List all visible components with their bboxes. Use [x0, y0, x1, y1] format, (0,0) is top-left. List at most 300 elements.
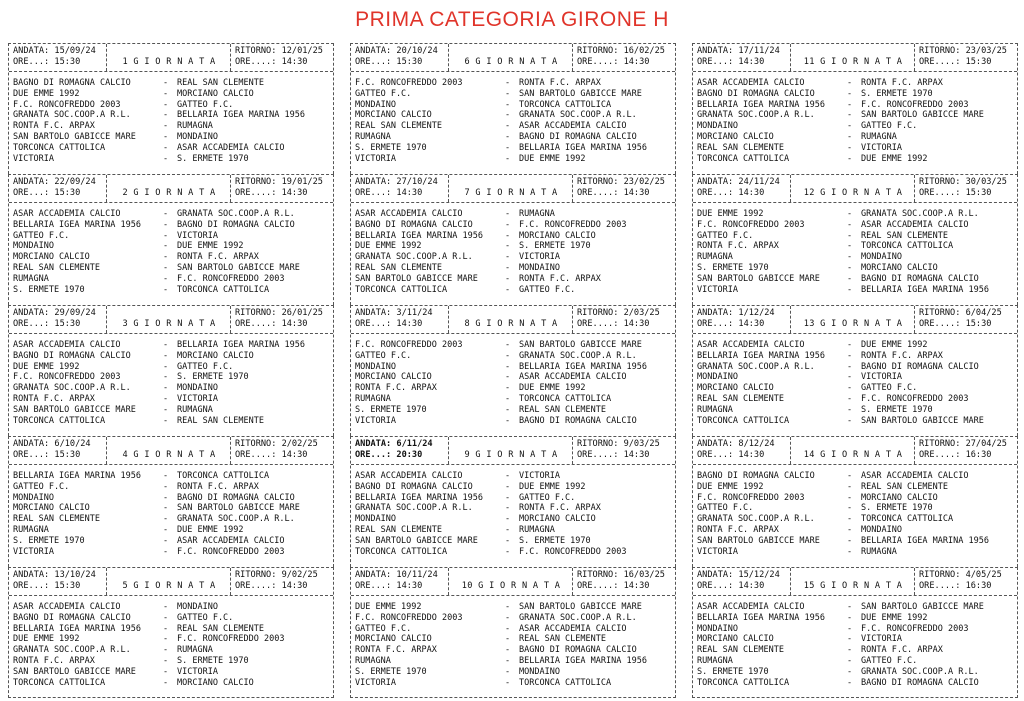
match-separator: - [847, 514, 853, 525]
andata-date: ANDATA: 29/09/24 [13, 308, 96, 318]
match-separator: - [505, 131, 511, 142]
match-row [13, 645, 329, 656]
home-team: REAL SAN CLEMENTE [13, 262, 100, 273]
match-row [13, 372, 329, 383]
home-team: BAGNO DI ROMAGNA CALCIO [13, 78, 131, 88]
match-separator: - [847, 471, 853, 481]
giornata-block [8, 305, 334, 436]
header-divider [106, 568, 107, 595]
header-divider [914, 306, 915, 333]
match-row [355, 602, 671, 613]
away-team: RUMAGNA [861, 131, 897, 142]
away-team: MORCIANO CALCIO [177, 88, 254, 99]
away-team: BAGNO DI ROMAGNA CALCIO [177, 219, 295, 230]
away-team: F.C. RONCOFREDDO 2003 [519, 546, 627, 557]
away-team: S. ERMETE 1970 [861, 88, 933, 99]
away-team: VICTORIA [177, 393, 218, 404]
andata-time: ORE...: 14:30 [355, 319, 423, 329]
match-separator: - [847, 623, 853, 634]
home-team: RONTA F.C. ARPAX [13, 393, 95, 404]
header-divider [448, 175, 449, 202]
away-team: SAN BARTOLO GABICCE MARE [861, 602, 984, 612]
home-team: BELLARIA IGEA MARINA 1956 [13, 471, 141, 481]
match-row [697, 110, 1013, 121]
home-team: TORCONCA CATTOLICA [697, 415, 790, 426]
match-separator: - [505, 666, 511, 677]
away-team: TORCONCA CATTOLICA [519, 393, 612, 404]
match-separator: - [847, 481, 853, 492]
giornata-label: 2 G I O R N A T A [122, 188, 216, 198]
home-team: VICTORIA [697, 546, 738, 557]
away-team: RONTA F.C. ARPAX [177, 252, 259, 263]
away-team: RONTA F.C. ARPAX [519, 503, 601, 514]
match-separator: - [847, 121, 853, 132]
match-separator: - [163, 634, 169, 645]
giornata-block [8, 436, 334, 567]
match-separator: - [847, 361, 853, 372]
away-team: BELLARIA IGEA MARINA 1956 [519, 361, 647, 372]
giornata-header [351, 44, 675, 72]
away-team: ASAR ACCADEMIA CALCIO [861, 219, 969, 230]
match-list [697, 209, 1013, 295]
match-separator: - [505, 492, 511, 503]
home-team: GRANATA SOC.COOP.A R.L. [697, 110, 815, 121]
match-row [13, 220, 329, 231]
ritorno-time: ORE....: 15:30 [919, 57, 992, 67]
away-team: DUE EMME 1992 [519, 383, 586, 394]
home-team: S. ERMETE 1970 [697, 262, 769, 273]
home-team: ASAR ACCADEMIA CALCIO [355, 209, 463, 219]
match-row [355, 132, 671, 143]
away-team: TORCONCA CATTOLICA [519, 677, 612, 688]
match-list [13, 340, 329, 426]
home-team: S. ERMETE 1970 [13, 535, 85, 546]
away-team: GATTEO F.C. [177, 612, 234, 623]
away-team: MORCIANO CALCIO [861, 492, 938, 503]
home-team: TORCONCA CATTOLICA [13, 142, 106, 153]
giornata-header [693, 568, 1017, 596]
match-row [355, 78, 671, 89]
home-team: MORCIANO CALCIO [355, 634, 432, 645]
match-separator: - [505, 623, 511, 634]
header-divider [230, 568, 231, 595]
giornata-label: 3 G I O R N A T A [122, 319, 216, 329]
away-team: BAGNO DI ROMAGNA CALCIO [861, 361, 979, 372]
match-row [697, 503, 1013, 514]
away-team: SAN BARTOLO GABICCE MARE [177, 503, 300, 514]
match-list [13, 602, 329, 688]
ritorno-time: ORE....: 14:30 [577, 57, 650, 67]
away-team: S. ERMETE 1970 [177, 655, 249, 666]
ritorno-time: ORE....: 14:30 [577, 450, 650, 460]
match-row [13, 503, 329, 514]
giornata-header [693, 44, 1017, 72]
andata-time: ORE...: 15:30 [13, 57, 81, 67]
match-row [13, 274, 329, 285]
home-team: ASAR ACCADEMIA CALCIO [13, 602, 121, 612]
header-divider [572, 437, 573, 464]
away-team: TORCONCA CATTOLICA [861, 514, 954, 525]
match-separator: - [163, 503, 169, 514]
ritorno-time: ORE....: 14:30 [577, 581, 650, 591]
match-row [697, 634, 1013, 645]
match-separator: - [163, 273, 169, 284]
match-separator: - [163, 88, 169, 99]
match-separator: - [163, 361, 169, 372]
home-team: ASAR ACCADEMIA CALCIO [697, 78, 805, 88]
away-team: S. ERMETE 1970 [519, 241, 591, 252]
match-separator: - [847, 645, 853, 656]
match-separator: - [505, 110, 511, 121]
away-team: MORCIANO CALCIO [519, 514, 596, 525]
match-row [697, 209, 1013, 220]
schedule-column [8, 43, 334, 698]
giornata-label: 7 G I O R N A T A [464, 188, 558, 198]
giornata-block [8, 567, 334, 698]
home-team: SAN BARTOLO GABICCE MARE [355, 535, 478, 546]
home-team: BAGNO DI ROMAGNA CALCIO [697, 88, 815, 99]
match-row [355, 121, 671, 132]
match-row [355, 394, 671, 405]
header-divider [914, 175, 915, 202]
away-team: BELLARIA IGEA MARINA 1956 [861, 284, 989, 295]
match-row [355, 536, 671, 547]
giornata-header [9, 306, 333, 334]
match-row [355, 100, 671, 111]
match-separator: - [505, 78, 511, 88]
giornata-block [8, 174, 334, 305]
ritorno-time: ORE....: 14:30 [235, 57, 308, 67]
home-team: VICTORIA [697, 284, 738, 295]
home-team: SAN BARTOLO GABICCE MARE [13, 404, 136, 415]
giornata-label: 5 G I O R N A T A [122, 581, 216, 591]
header-divider [572, 44, 573, 71]
page-title: PRIMA CATEGORIA GIRONE H [355, 8, 669, 31]
home-team: REAL SAN CLEMENTE [697, 645, 784, 656]
home-team: F.C. RONCOFREDDO 2003 [697, 219, 805, 230]
match-row [697, 667, 1013, 678]
home-team: F.C. RONCOFREDDO 2003 [13, 99, 121, 110]
giornata-header [351, 175, 675, 203]
giornata-label: 11 G I O R N A T A [803, 57, 903, 67]
match-separator: - [505, 481, 511, 492]
match-separator: - [505, 634, 511, 645]
home-team: GRANATA SOC.COOP.A R.L. [355, 503, 473, 514]
ritorno-date: RITORNO: 9/02/25 [235, 570, 318, 580]
away-team: ASAR ACCADEMIA CALCIO [861, 471, 969, 481]
match-row [697, 645, 1013, 656]
match-row [697, 394, 1013, 405]
andata-date: ANDATA: 6/10/24 [13, 439, 91, 449]
home-team: MORCIANO CALCIO [13, 503, 90, 514]
match-separator: - [847, 273, 853, 284]
giornata-block [692, 43, 1018, 174]
giornata-block [350, 174, 676, 305]
away-team: BELLARIA IGEA MARINA 1956 [519, 655, 647, 666]
away-team: REAL SAN CLEMENTE [519, 404, 606, 415]
away-team: ASAR ACCADEMIA CALCIO [177, 142, 285, 153]
home-team: S. ERMETE 1970 [13, 284, 85, 295]
match-separator: - [505, 546, 511, 557]
match-row [697, 547, 1013, 558]
match-separator: - [505, 471, 511, 481]
away-team: RUMAGNA [861, 546, 897, 557]
home-team: MORCIANO CALCIO [697, 634, 774, 645]
ritorno-time: ORE....: 14:30 [235, 450, 308, 460]
away-team: VICTORIA [861, 634, 902, 645]
andata-date: ANDATA: 8/12/24 [697, 439, 775, 449]
match-row [355, 667, 671, 678]
home-team: MONDAINO [13, 492, 54, 503]
home-team: GRANATA SOC.COOP.A R.L. [13, 645, 131, 656]
match-separator: - [163, 340, 169, 350]
match-row [355, 645, 671, 656]
away-team: MORCIANO CALCIO [519, 230, 596, 241]
match-separator: - [847, 78, 853, 88]
away-team: VICTORIA [519, 252, 560, 263]
match-row [355, 482, 671, 493]
andata-date: ANDATA: 22/09/24 [13, 177, 96, 187]
match-row [13, 362, 329, 373]
home-team: MORCIANO CALCIO [355, 110, 432, 121]
match-separator: - [505, 121, 511, 132]
match-row [697, 536, 1013, 547]
away-team: MORCIANO CALCIO [177, 350, 254, 361]
match-list [697, 602, 1013, 688]
match-separator: - [163, 219, 169, 230]
away-team: F.C. RONCOFREDDO 2003 [519, 219, 627, 230]
match-separator: - [847, 503, 853, 514]
away-team: GRANATA SOC.COOP.A R.L. [177, 514, 295, 525]
match-separator: - [847, 350, 853, 361]
giornata-header [9, 44, 333, 72]
match-row [697, 154, 1013, 165]
match-separator: - [163, 492, 169, 503]
away-team: S. ERMETE 1970 [861, 503, 933, 514]
match-separator: - [505, 415, 511, 426]
match-separator: - [847, 535, 853, 546]
andata-time: ORE...: 15:30 [13, 581, 81, 591]
home-team: MORCIANO CALCIO [355, 372, 432, 383]
match-row [355, 547, 671, 558]
away-team: MONDAINO [177, 131, 218, 142]
header-divider [106, 306, 107, 333]
giornata-label: 6 G I O R N A T A [464, 57, 558, 67]
match-row [355, 220, 671, 231]
home-team: GRANATA SOC.COOP.A R.L. [355, 252, 473, 263]
match-separator: - [505, 383, 511, 394]
away-team: GRANATA SOC.COOP.A R.L. [519, 110, 637, 121]
giornata-header [351, 306, 675, 334]
match-separator: - [163, 524, 169, 535]
match-row [13, 634, 329, 645]
away-team: REAL SAN CLEMENTE [519, 634, 606, 645]
header-divider [572, 568, 573, 595]
match-separator: - [505, 645, 511, 656]
home-team: DUE EMME 1992 [355, 241, 422, 252]
match-separator: - [847, 262, 853, 273]
header-divider [230, 306, 231, 333]
match-row [697, 143, 1013, 154]
match-separator: - [505, 404, 511, 415]
match-separator: - [847, 666, 853, 677]
match-row [13, 110, 329, 121]
match-separator: - [163, 383, 169, 394]
home-team: BELLARIA IGEA MARINA 1956 [697, 612, 825, 623]
home-team: S. ERMETE 1970 [355, 666, 427, 677]
away-team: VICTORIA [861, 372, 902, 383]
match-separator: - [163, 612, 169, 623]
away-team: DUE EMME 1992 [177, 524, 244, 535]
away-team: BELLARIA IGEA MARINA 1956 [861, 535, 989, 546]
match-row [13, 514, 329, 525]
home-team: REAL SAN CLEMENTE [355, 524, 442, 535]
andata-time: ORE...: 15:30 [13, 188, 81, 198]
match-row [697, 602, 1013, 613]
home-team: GATTEO F.C. [355, 350, 412, 361]
match-separator: - [163, 230, 169, 241]
home-team: MONDAINO [355, 361, 396, 372]
andata-time: ORE...: 14:30 [697, 57, 765, 67]
away-team: BAGNO DI ROMAGNA CALCIO [519, 415, 637, 426]
match-separator: - [847, 241, 853, 252]
home-team: BAGNO DI ROMAGNA CALCIO [355, 219, 473, 230]
match-list [13, 78, 329, 164]
home-team: VICTORIA [355, 415, 396, 426]
match-row [697, 493, 1013, 504]
home-team: RUMAGNA [355, 393, 391, 404]
match-separator: - [847, 415, 853, 426]
match-row [13, 132, 329, 143]
match-row [697, 656, 1013, 667]
away-team: GATTEO F.C. [861, 121, 918, 132]
ritorno-date: RITORNO: 19/01/25 [235, 177, 323, 187]
home-team: VICTORIA [355, 153, 396, 164]
match-row [13, 209, 329, 220]
away-team: GRANATA SOC.COOP.A R.L. [519, 612, 637, 623]
ritorno-date: RITORNO: 6/04/25 [919, 308, 1002, 318]
away-team: RUMAGNA [177, 404, 213, 415]
home-team: RONTA F.C. ARPAX [697, 241, 779, 252]
home-team: MONDAINO [697, 121, 738, 132]
away-team: GATTEO F.C. [861, 383, 918, 394]
giornata-block [350, 43, 676, 174]
match-row [697, 231, 1013, 242]
ritorno-date: RITORNO: 4/05/25 [919, 570, 1002, 580]
home-team: MONDAINO [697, 623, 738, 634]
match-row [697, 220, 1013, 231]
away-team: REAL SAN CLEMENTE [177, 415, 264, 426]
giornata-label: 13 G I O R N A T A [803, 319, 903, 329]
home-team: F.C. RONCOFREDDO 2003 [355, 612, 463, 623]
match-separator: - [163, 372, 169, 383]
match-row [13, 100, 329, 111]
home-team: RUMAGNA [697, 655, 733, 666]
match-separator: - [505, 393, 511, 404]
away-team: TORCONCA CATTOLICA [177, 284, 270, 295]
away-team: GATTEO F.C. [519, 492, 576, 503]
giornata-block [350, 567, 676, 698]
away-team: REAL SAN CLEMENTE [177, 78, 264, 88]
away-team: BAGNO DI ROMAGNA CALCIO [519, 131, 637, 142]
home-team: BELLARIA IGEA MARINA 1956 [697, 350, 825, 361]
match-separator: - [163, 99, 169, 110]
match-separator: - [847, 284, 853, 295]
match-row [13, 340, 329, 351]
match-row [13, 547, 329, 558]
home-team: RUMAGNA [13, 273, 49, 284]
andata-time: ORE...: 14:30 [697, 319, 765, 329]
match-row [13, 656, 329, 667]
match-separator: - [847, 88, 853, 99]
away-team: S. ERMETE 1970 [861, 404, 933, 415]
match-list [13, 471, 329, 557]
schedule-column [692, 43, 1018, 698]
away-team: RUMAGNA [177, 645, 213, 656]
away-team: DUE EMME 1992 [861, 612, 928, 623]
home-team: TORCONCA CATTOLICA [13, 677, 106, 688]
andata-date: ANDATA: 10/11/24 [355, 570, 438, 580]
match-separator: - [847, 602, 853, 612]
home-team: ASAR ACCADEMIA CALCIO [697, 340, 805, 350]
andata-date: ANDATA: 13/10/24 [13, 570, 96, 580]
away-team: F.C. RONCOFREDDO 2003 [861, 623, 969, 634]
match-separator: - [847, 209, 853, 219]
ritorno-time: ORE....: 14:30 [577, 319, 650, 329]
match-row [697, 383, 1013, 394]
andata-date: ANDATA: 27/10/24 [355, 177, 438, 187]
match-separator: - [505, 372, 511, 383]
match-separator: - [505, 284, 511, 295]
match-separator: - [505, 142, 511, 153]
header-divider [230, 437, 231, 464]
match-separator: - [163, 393, 169, 404]
match-separator: - [847, 677, 853, 688]
home-team: SAN BARTOLO GABICCE MARE [13, 666, 136, 677]
ritorno-date: RITORNO: 30/03/25 [919, 177, 1007, 187]
match-separator: - [505, 514, 511, 525]
match-separator: - [163, 535, 169, 546]
away-team: GRANATA SOC.COOP.A R.L. [861, 666, 979, 677]
match-separator: - [163, 131, 169, 142]
away-team: TORCONCA CATTOLICA [177, 471, 270, 481]
andata-time: ORE...: 14:30 [697, 581, 765, 591]
header-divider [106, 175, 107, 202]
home-team: RONTA F.C. ARPAX [697, 524, 779, 535]
match-separator: - [505, 503, 511, 514]
andata-time: ORE...: 14:30 [355, 188, 423, 198]
away-team: DUE EMME 1992 [861, 153, 928, 164]
away-team: RUMAGNA [519, 209, 555, 219]
match-row [697, 121, 1013, 132]
match-separator: - [163, 252, 169, 263]
home-team: VICTORIA [13, 153, 54, 164]
match-row [13, 383, 329, 394]
home-team: GATTEO F.C. [355, 623, 412, 634]
match-row [355, 471, 671, 482]
match-row [355, 372, 671, 383]
match-separator: - [163, 602, 169, 612]
schedule-column [350, 43, 676, 698]
home-team: RONTA F.C. ARPAX [13, 121, 95, 132]
giornata-header [693, 306, 1017, 334]
match-separator: - [163, 153, 169, 164]
match-separator: - [163, 404, 169, 415]
home-team: BELLARIA IGEA MARINA 1956 [13, 623, 141, 634]
giornata-label: 14 G I O R N A T A [803, 450, 903, 460]
home-team: DUE EMME 1992 [13, 88, 80, 99]
ritorno-date: RITORNO: 23/02/25 [577, 177, 665, 187]
